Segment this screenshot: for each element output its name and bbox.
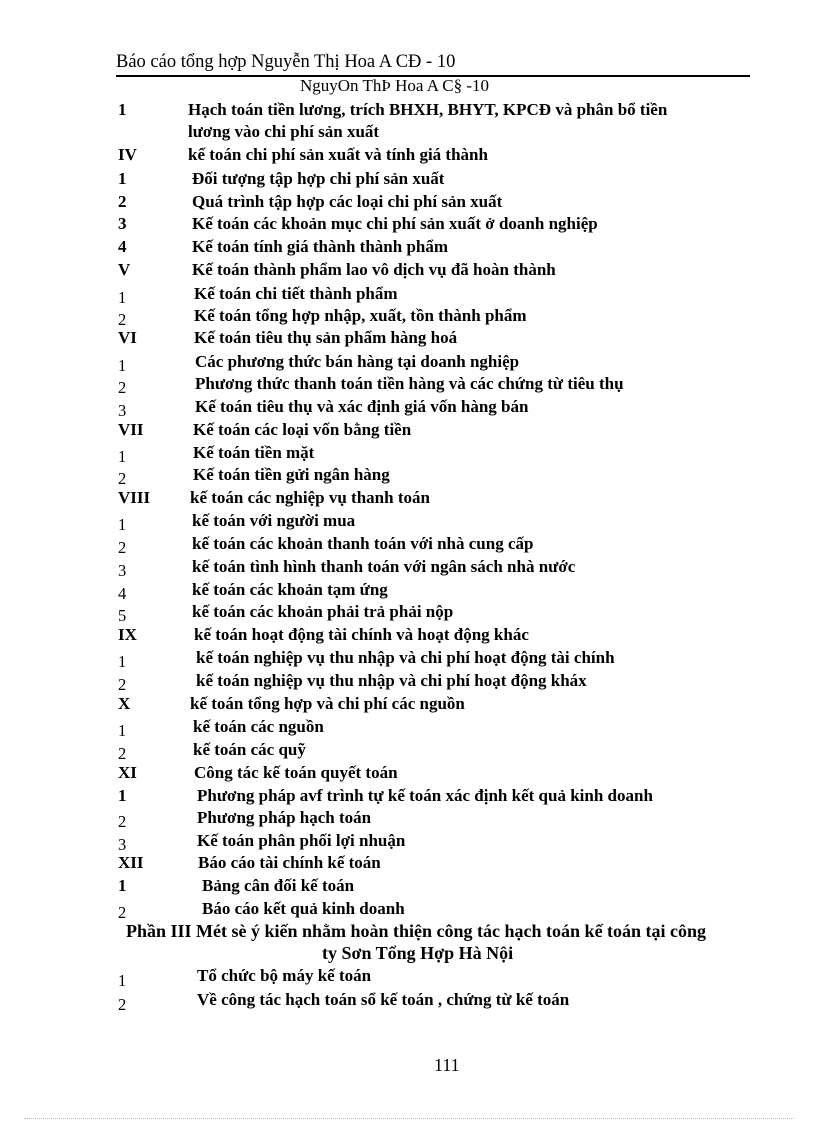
toc-row [0, 557, 816, 580]
toc-item-text: kế toán các nghiệp vụ thanh toán [190, 488, 430, 507]
toc-item-number: VI [118, 328, 137, 347]
toc-item-text: Kế toán phân phối lợi nhuận [197, 831, 406, 850]
toc-item-text: Kế toán tổng hợp nhập, xuất, tồn thành phẩm [194, 306, 527, 325]
toc-item-text: Phương thức thanh toán tiền hàng và các chứng từ tiêu thụ [195, 374, 624, 393]
toc-item-text: Kế toán tiền gửi ngân hàng [193, 465, 390, 484]
toc-item-text: kế toán các quỹ [193, 740, 306, 759]
toc-row [0, 214, 816, 237]
toc-item-number: 3 [118, 214, 127, 233]
toc-item-number: 5 [118, 606, 127, 625]
toc-item-number: 4 [118, 237, 127, 256]
toc-row [0, 488, 816, 511]
toc-row [0, 625, 816, 648]
toc-row [0, 899, 816, 922]
toc-row [0, 876, 816, 899]
toc-row [0, 534, 816, 557]
toc-item-number: X [118, 694, 131, 713]
toc-item-number: IV [118, 145, 137, 164]
toc-item-number: 3 [118, 835, 127, 854]
toc-item-number: 1 [118, 356, 127, 375]
toc-item-number: 2 [118, 538, 127, 557]
toc-row [0, 580, 816, 603]
toc-item-number: XI [118, 763, 137, 782]
toc-row [0, 694, 816, 717]
toc-item-number: 3 [118, 561, 127, 580]
toc-row [0, 465, 816, 488]
toc-item-text: Kế toán các khoản mục chi phí sản xuất ở doanh nghiệp [192, 214, 598, 233]
toc-item-number: 1 [118, 288, 127, 307]
toc-item-text: kế toán tổng hợp và chi phí các nguồn [190, 694, 465, 713]
toc-row [0, 808, 816, 831]
toc-item-number: 1 [118, 652, 127, 671]
toc-item-text: kế toán hoạt động tài chính và hoạt động khác [194, 625, 529, 644]
toc-row [0, 237, 816, 260]
toc-item-number: VIII [118, 488, 151, 507]
toc-item-number: 2 [118, 903, 127, 922]
toc-item-number: IX [118, 625, 137, 644]
toc-row [0, 352, 816, 375]
toc-item-text: lương vào chi phí sản xuất [188, 122, 380, 141]
toc-row [0, 169, 816, 192]
toc-item-text: Công tác kế toán quyết toán [194, 763, 398, 782]
toc-item-number: 1 [118, 100, 127, 119]
toc-item-text: kế toán các khoản tạm ứng [192, 580, 388, 599]
toc-item-text: kế toán nghiệp vụ thu nhập và chi phí hoạt động kháx [196, 671, 587, 690]
toc-row [0, 740, 816, 763]
toc-row [0, 717, 816, 740]
part3-item-number: 2 [118, 995, 127, 1014]
toc-row [0, 306, 816, 329]
toc-item-text: Bảng cân đối kế toán [202, 876, 355, 895]
toc-row [0, 284, 816, 307]
toc-row [0, 671, 816, 694]
toc-row [0, 763, 816, 786]
toc-item-number: 2 [118, 310, 127, 329]
toc-row [0, 100, 816, 123]
toc-item-number: 2 [118, 378, 127, 397]
toc-item-text: Hạch toán tiền lương, trích BHXH, BHYT, KPCĐ và phân bổ tiền [188, 100, 668, 119]
toc-item-number: 3 [118, 401, 127, 420]
toc-item-text: kế toán tình hình thanh toán với ngân sách nhà nước [192, 557, 576, 576]
toc-row [0, 328, 816, 351]
part3-row [0, 966, 816, 989]
part3-heading-line2: ty Sơn Tổng Hợp Hà Nội [322, 943, 514, 963]
toc-item-text: Kế toán thành phẩm lao vô dịch vụ đã hoàn thành [192, 260, 556, 279]
toc-item-text: Phương pháp hạch toán [197, 808, 372, 827]
toc-item-text: Kế toán các loại vốn bằng tiền [193, 420, 412, 439]
toc-item-number: 2 [118, 469, 127, 488]
part3-heading-line1: Phần III Mét sè ý kiến nhằm hoàn thiện công tác hạch toán kế toán tại công [126, 921, 707, 941]
toc-item-text: Kế toán chi tiết thành phẩm [194, 284, 398, 303]
page-number: 111 [434, 1055, 460, 1075]
toc-item-text: kế toán nghiệp vụ thu nhập và chi phí hoạt động tài chính [196, 648, 615, 667]
toc-item-number: V [118, 260, 131, 279]
toc-item-number: 1 [118, 447, 127, 466]
toc-item-text: kế toán các nguồn [193, 717, 324, 736]
toc-item-text: kế toán với người mua [192, 511, 356, 530]
toc-row [0, 145, 816, 168]
toc-item-text: Báo cáo tài chính kế toán [198, 853, 381, 872]
toc-row [0, 648, 816, 671]
toc-item-number: XII [118, 853, 144, 872]
toc-item-text: Đối tượng tập hợp chi phí sản xuất [192, 169, 445, 188]
toc-item-number: 1 [118, 169, 127, 188]
toc-item-number: 1 [118, 876, 127, 895]
part3-item-number: 1 [118, 971, 127, 990]
toc-item-text: Kế toán tiêu thụ và xác định giá vốn hàng bán [195, 397, 529, 416]
toc-item-text: Báo cáo kết quả kinh doanh [202, 899, 405, 918]
toc-item-text: Kế toán tiêu thụ sản phẩm hàng hoá [194, 328, 458, 347]
toc-item-text: Quá trình tập hợp các loại chi phí sản xuất [192, 192, 503, 211]
part3-item-text: Tổ chức bộ máy kế toán [197, 966, 372, 985]
toc-item-number: 2 [118, 675, 127, 694]
toc-row [0, 192, 816, 215]
toc-item-text: Kế toán tiền mặt [193, 443, 315, 462]
toc-row [0, 786, 816, 809]
document-subheader: NguyOn ThÞ Hoa A C§ -10 [300, 76, 490, 95]
document-header-title: Báo cáo tổng hợp Nguyễn Thị Hoa A CĐ - 10 [116, 52, 456, 72]
toc-item-text: kế toán chi phí sản xuất và tính giá thành [188, 145, 488, 164]
toc-row [0, 853, 816, 876]
toc-item-number: 4 [118, 584, 127, 603]
toc-item-number: 2 [118, 744, 127, 763]
toc-row [0, 443, 816, 466]
toc-row [0, 260, 816, 283]
toc-row [0, 602, 816, 625]
part3-row [0, 990, 816, 1013]
toc-item-text: Kế toán tính giá thành thành phẩm [192, 237, 449, 256]
toc-item-text: kế toán các khoản thanh toán với nhà cung cấp [192, 534, 534, 553]
toc-row [0, 122, 816, 145]
footer-divider [24, 1118, 794, 1119]
toc-item-text: Các phương thức bán hàng tại doanh nghiệp [195, 352, 520, 371]
toc-item-text: Phương pháp avf trình tự kế toán xác định kết quả kinh doanh [197, 786, 653, 805]
toc-item-number: 2 [118, 812, 127, 831]
toc-row [0, 374, 816, 397]
toc-item-number: 1 [118, 515, 127, 534]
toc-item-number: 1 [118, 721, 127, 740]
toc-item-text: kế toán các khoản phải trả phải nộp [192, 602, 454, 621]
toc-item-number: 1 [118, 786, 127, 805]
toc-row [0, 397, 816, 420]
toc-row [0, 511, 816, 534]
part3-item-text: Về công tác hạch toán sổ kế toán , chứng từ kế toán [197, 990, 570, 1009]
toc-item-number: VII [118, 420, 144, 439]
toc-item-number: 2 [118, 192, 127, 211]
toc-row [0, 420, 816, 443]
toc-row [0, 831, 816, 854]
